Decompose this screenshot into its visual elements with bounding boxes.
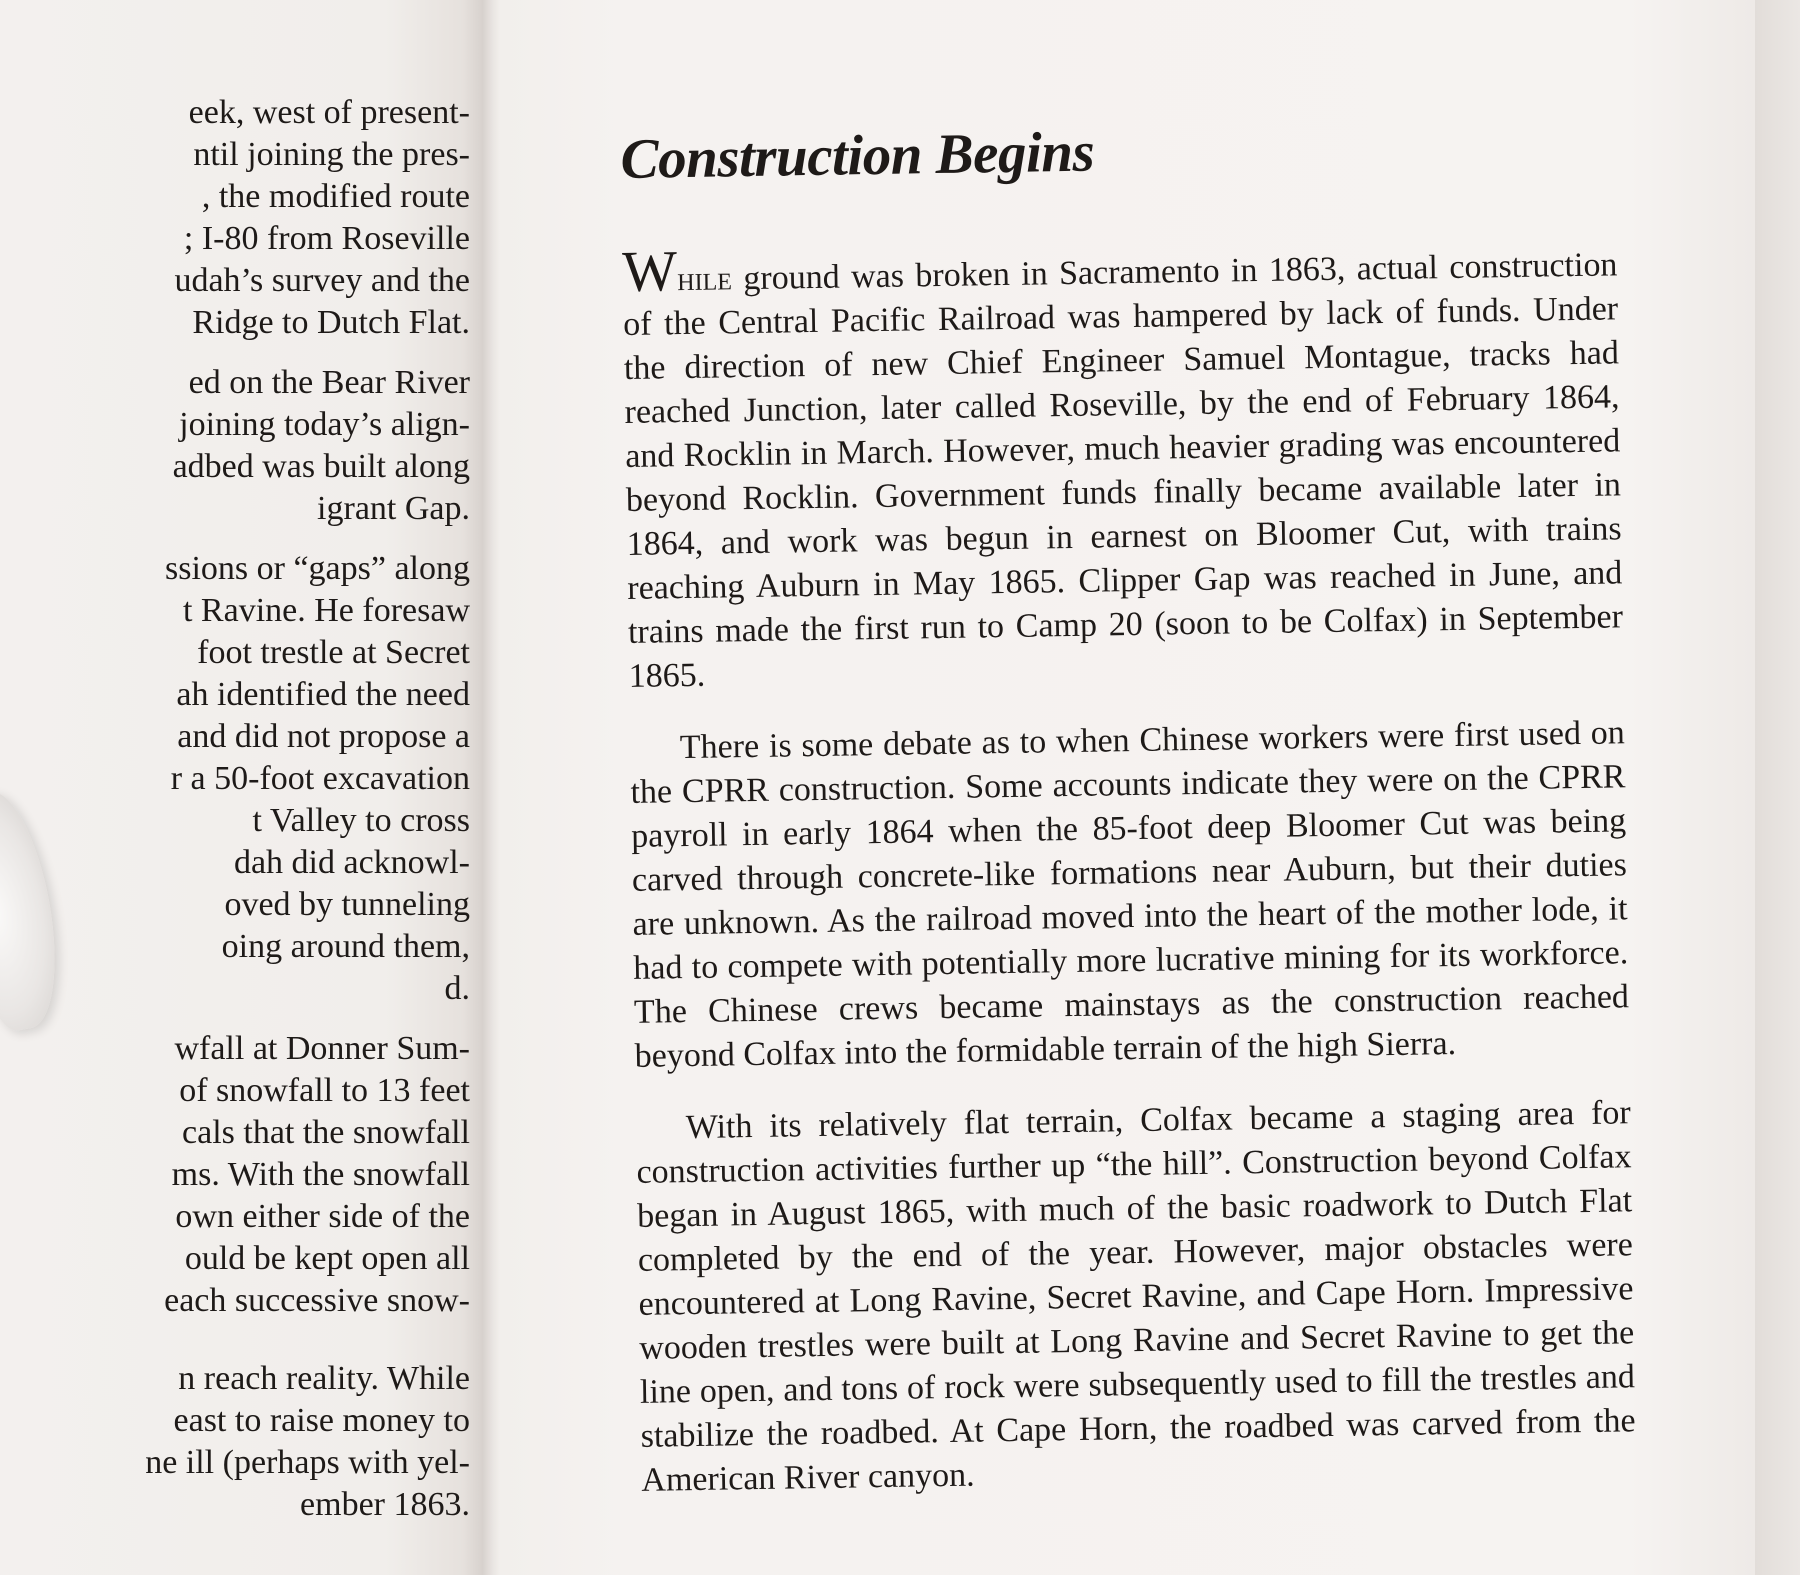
right-page [500,0,1755,1575]
text-line: n reach reality. While [178,1360,470,1397]
text-line: eek, west of present- [188,94,470,131]
left-page-text [0,92,470,1544]
body-paragraph [622,236,1624,699]
paragraph-text: ground was broken in Sacramento in 1863, actual construction of the Central Pacific Railroad was hampered by lack of funds. Under the direction of new Chief Engineer Samuel Montague, tracks had reached Junction, later called Roseville, by the end of February 1864, and Rocklin in March. However, much heavier grading was encountered beyond Rocklin. Government funds finally became available later in 1864, and work was begun in earnest on Bloomer Cut, with trains reaching Auburn in May 1865. Clipper Gap was reached in June, and trains made the first run to Camp 20 (soon to be Colfax) in September 1865. [622,246,1624,695]
left-paragraph [0,92,470,344]
text-line: ; I-80 from Roseville [183,220,470,257]
text-line: of snowfall to 13 feet [179,1072,470,1109]
text-line: oved by tunneling [224,886,470,923]
text-line: ms. With the snowfall [171,1156,470,1193]
text-line: Ridge to Dutch Flat. [192,304,470,341]
text-line: ne ill (perhaps with yel- [145,1444,470,1481]
drop-cap: W [621,238,678,304]
text-line: t Ravine. He foresaw [182,592,470,629]
text-line: , the modified route [201,178,470,215]
book-gutter [482,0,500,1575]
small-caps-lead: hile [676,260,733,299]
text-line: d. [444,970,470,1007]
text-line: joining today’s align- [179,406,470,443]
left-paragraph [0,548,470,1010]
text-line: foot trestle at Secret [197,634,470,671]
text-line: udah’s survey and the [174,262,470,299]
text-line: and did not propose a [177,718,470,755]
text-line: ah identified the need [176,676,470,713]
text-line: cals that the snowfall [182,1114,470,1151]
text-line: t Valley to cross [252,802,470,839]
left-page [0,0,482,1575]
page-edge [1755,0,1800,1575]
text-line: wfall at Donner Sum- [174,1030,470,1067]
right-page-text [620,104,1637,1530]
body-paragraph: With its relatively flat terrain, Colfax became a staging area for construction activities further up “the hill”. Construction beyond Colfax began in August 1865, with much of the basic roadwork to Dutch Flat completed by the end of the year. However, major obstacles were encountered at Long Ravine, Secret Ravine, and Cape Horn. Impressive wooden trestles were built at Long Ravine and Secret Ravine to get the line open, and tons of rock were subsequently used to fill the trestles and stabilize the roadbed. At Cape Horn, the roadbed was carved from the American River canyon. [636,1094,1636,1499]
text-line: r a 50-foot excavation [170,760,470,797]
left-paragraph [0,362,470,530]
text-line: ssions or “gaps” along [164,550,470,587]
section-title: Construction Begins [620,120,1095,191]
text-line: east to raise money to [173,1402,470,1439]
text-line: adbed was built along [172,448,470,485]
text-line: ntil joining the pres- [193,136,470,173]
left-paragraph [0,1028,470,1322]
text-line: ould be kept open all [184,1240,470,1277]
text-line: own either side of the [175,1198,470,1235]
text-line: oing around them, [221,928,470,965]
text-line: each successive snow- [164,1282,470,1319]
body-paragraph: There is some debate as to when Chinese workers were first used on the CPRR construction. Some accounts indicate they were on the CPRR payroll in early 1864 when the 85-foot deep Bloomer Cut was being carved through concrete-like formations near Auburn, but their duties are unknown. As the railroad moved into the heart of the mother lode, it had to compete with potentially more lucrative mining for its workforce. The Chinese crews became mainstays as the construction reached beyond Colfax into the formidable terrain of the high Sierra. [630,714,1630,1075]
left-paragraph [0,1358,470,1526]
text-line: ember 1863. [300,1486,470,1523]
text-line: igrant Gap. [317,490,470,527]
text-line: dah did acknowl- [233,844,470,881]
text-line: ed on the Bear River [188,364,470,401]
